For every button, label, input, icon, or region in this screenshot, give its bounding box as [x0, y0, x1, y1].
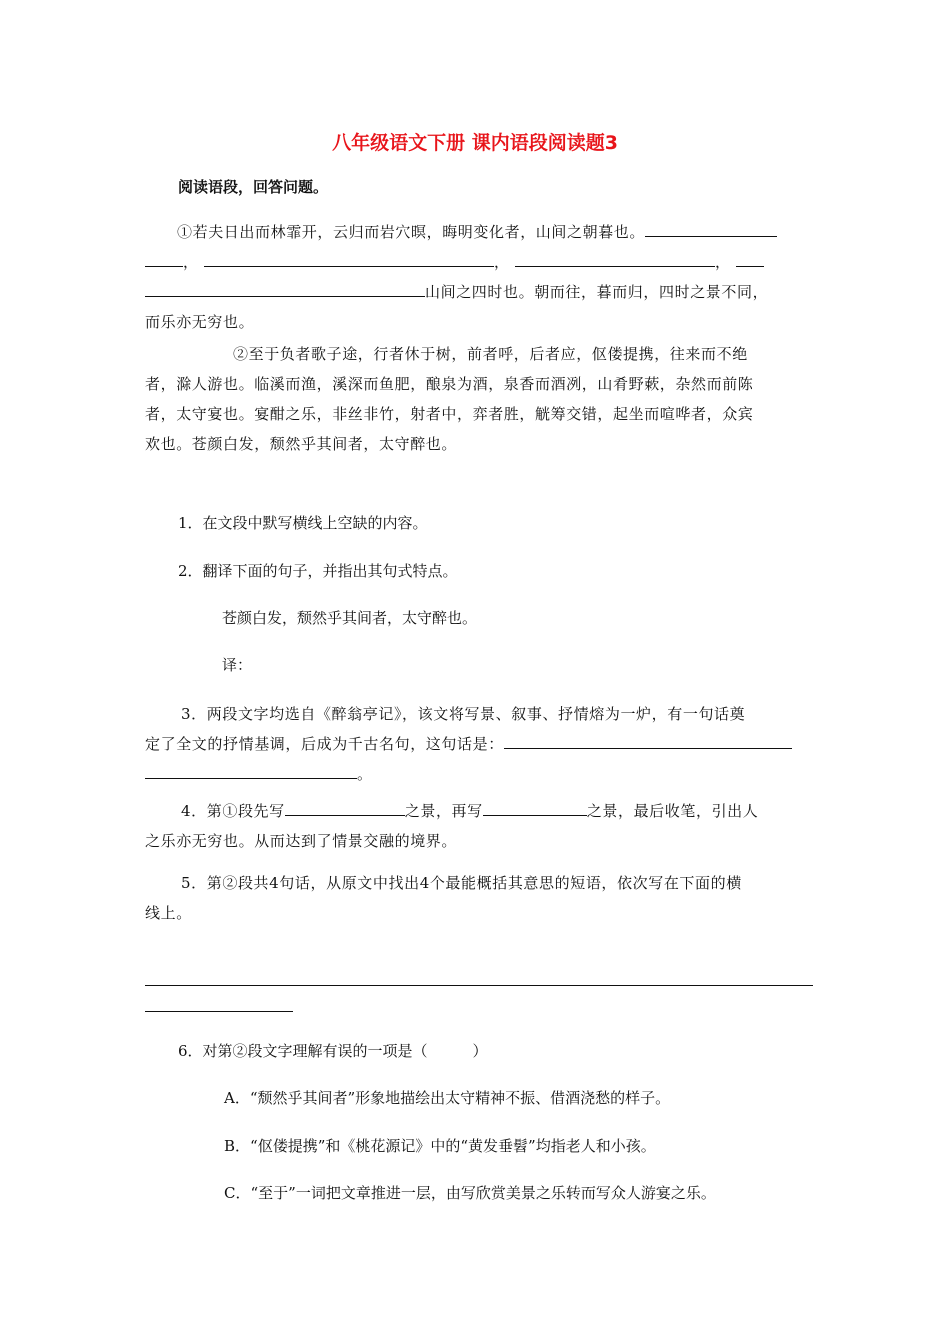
passage-2-line-2: 者，滁人游也。临溪而渔，溪深而鱼肥，酿泉为酒，泉香而酒冽，山肴野蔌，杂然而前陈 [145, 375, 754, 393]
question-3 [145, 699, 815, 789]
answer-blank-q3-cont[interactable] [145, 760, 357, 779]
question-4-part-a: 4．第①段先写 [181, 802, 285, 820]
answer-blank-q5[interactable] [145, 967, 813, 986]
passage-1-line-3: 而乐亦无穷也。 [145, 313, 255, 331]
separator: ， [183, 253, 199, 271]
question-5-line-2: 线上。 [145, 904, 192, 922]
passage-2 [145, 339, 815, 459]
passage-2-line-3: 者，太守宴也。宴酣之乐，非丝非竹，射者中，弈者胜，觥筹交错，起坐而喧哗者，众宾 [145, 405, 754, 423]
question-2-sentence: 苍颜白发，颓然乎其间者，太守醉也。 [222, 609, 478, 627]
fill-blank-2[interactable] [204, 248, 494, 267]
passage-2-line-1: ②至于负者歌子途，行者休于树，前者呼，后者应，伛偻提携，往来而不绝 [233, 345, 748, 363]
option-a[interactable]: A．“颓然乎其间者”形象地描绘出太守精神不振、借酒浇愁的样子。 [224, 1089, 671, 1107]
answer-blank-q4-2[interactable] [483, 797, 587, 816]
option-b[interactable]: B．“伛偻提携”和《桃花源记》中的“黄发垂髫”均指老人和小孩。 [224, 1137, 656, 1155]
separator: ， [493, 253, 510, 271]
question-3-line-2: 定了全文的抒情基调，后成为千古名句，这句话是： [145, 735, 504, 753]
passage-1-line-2-tail: 山间之四时也。朝而往，暮而归，四时之景不同， [425, 283, 769, 301]
passage-2-line-4: 欢也。苍颜白发，颓然乎其间者，太守醉也。 [145, 435, 458, 453]
document-title: 八年级语文下册 课内语段阅读题3 [332, 132, 618, 154]
fill-blank-3[interactable] [515, 248, 715, 267]
option-c[interactable]: C．“至于”一词把文章推进一层，由写欣赏美景之乐转而写众人游宴之乐。 [224, 1184, 716, 1202]
question-5-line-1: 5．第②段共4句话，从原文中找出4个最能概括其意思的短语，依次写在下面的横 [181, 874, 742, 892]
question-2-translate-label: 译： [222, 656, 253, 674]
question-2: 2．翻译下面的句子，并指出其句式特点。 [178, 562, 458, 580]
answer-blank-q4-1[interactable] [285, 797, 405, 816]
question-6: 6．对第②段文字理解有误的一项是（ ） [178, 1042, 488, 1060]
fill-blank-1[interactable] [645, 218, 777, 237]
answer-blank-q3[interactable] [504, 730, 792, 749]
question-4-part-c: 之景，最后收笔，引出人 [586, 802, 759, 820]
question-5 [145, 868, 815, 928]
question-3-end: 。 [357, 765, 373, 783]
answer-blank-q5-cont[interactable] [145, 993, 293, 1012]
fill-blank-1-cont[interactable] [145, 248, 183, 267]
fill-blank-4[interactable] [736, 248, 764, 267]
question-4-line-2: 之乐亦无穷也。从而达到了情景交融的境界。 [145, 832, 458, 850]
separator: ， [714, 253, 731, 271]
passage-1 [145, 217, 815, 337]
question-3-line-1: 3．两段文字均选自《醉翁亭记》，该文将写景、叙事、抒情熔为一炉，有一句话奠 [181, 705, 746, 723]
question-1: 1．在文段中默写横线上空缺的内容。 [178, 514, 428, 532]
question-4 [145, 796, 815, 856]
fill-blank-4-cont[interactable] [145, 278, 425, 297]
instruction: 阅读语段，回答问题。 [178, 178, 329, 196]
question-4-part-b: 之景，再写 [404, 802, 483, 820]
passage-1-line-1: ①若夫日出而林霏开，云归而岩穴暝，晦明变化者，山间之朝暮也。 [177, 223, 646, 241]
